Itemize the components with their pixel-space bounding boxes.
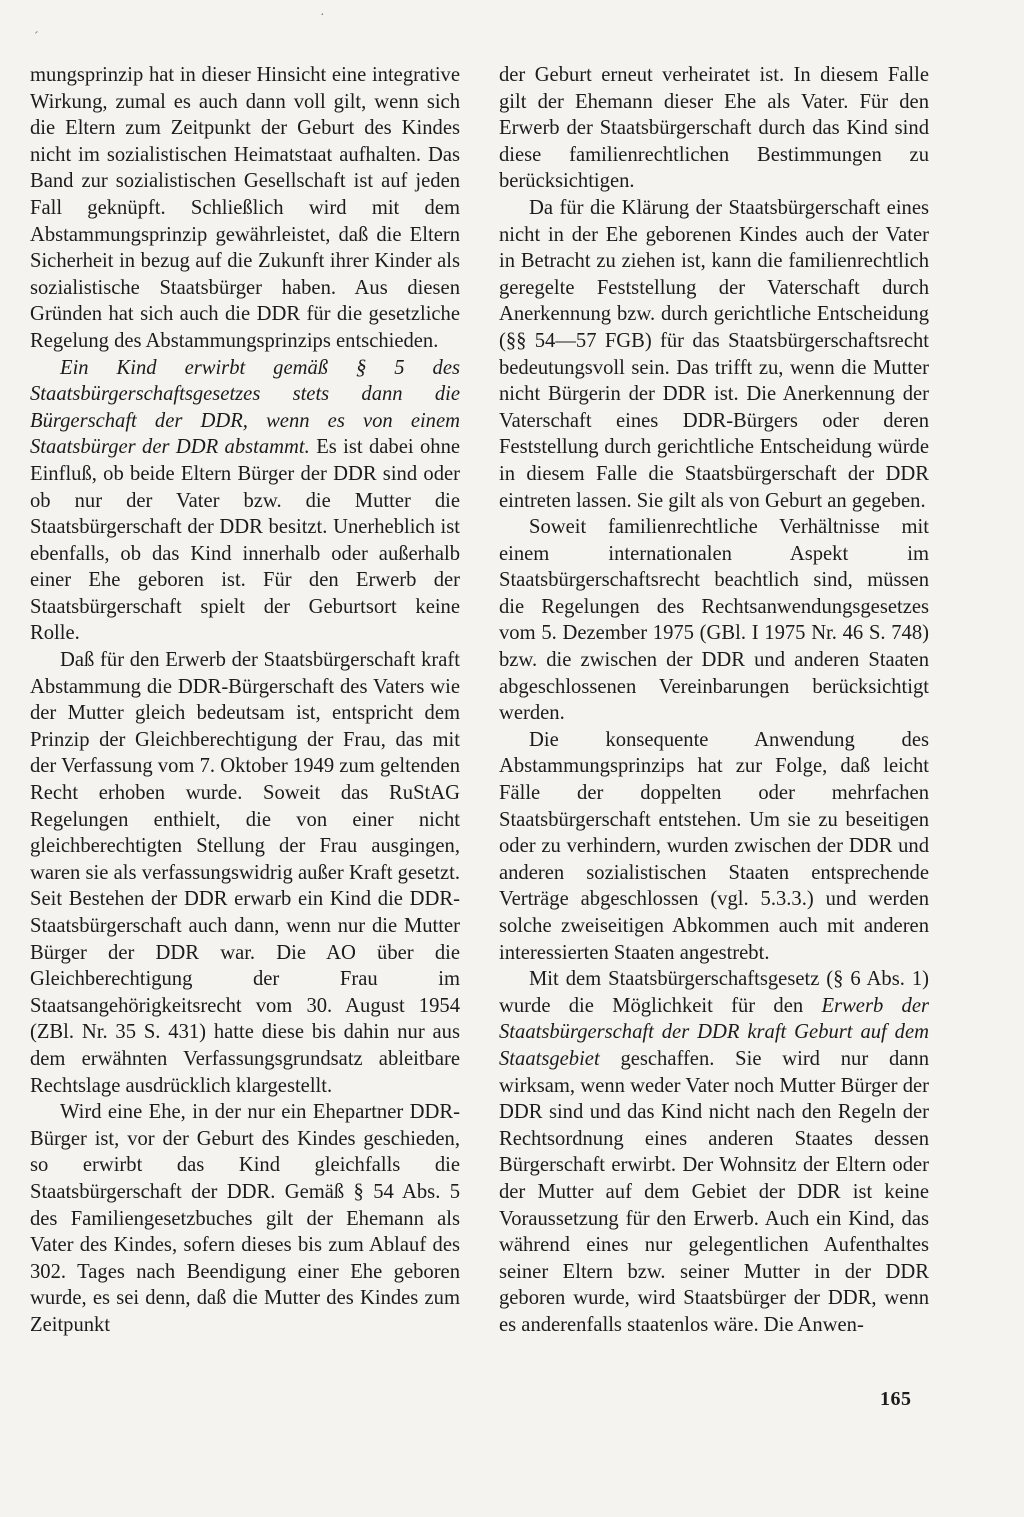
paragraph: Daß für den Erwerb der Staatsbürgerschaft kraft Abstammung die DDR-Bürgerschaft des Vaters wie der Mutter gleich bedeutsam ist, entspricht dem Prinzip der Gleichberechtigung der Frau, das mit der Verfassung vom 7. Oktober 1949 zum geltenden Recht erhoben wurde. Soweit das RuStAG Regelungen enthielt, die von einer nicht gleichberechtigten Stellung der Frau ausgingen, waren sie als verfassungswidrig außer Kraft gesetzt. Seit Bestehen der DDR erwarb ein Kind die DDR-Staatsbürgerschaft auch dann, wenn nur die Mutter Bürger der DDR war. Die AO über die Gleichberechtigung der Frau im Staatsangehörigkeitsrecht vom 30. August 1954 (ZBl. Nr. 35 S. 431) hatte diese bis dahin nur aus dem erwähnten Verfassungsgrundsatz ableitbare Rechtslage ausdrücklich klargestellt. xyxy=(30,649,460,1097)
paragraph xyxy=(30,355,460,648)
paragraph: Soweit familienrechtliche Verhältnisse mit einem internationalen Aspekt im Staatsbürgerschaftsrecht beachtlich sind, müssen die Regelungen des Rechtsanwendungsgesetzes vom 5. Dezember 1975 (GBl. I 1975 Nr. 46 S. 748) bzw. die zwischen der DDR und anderen Staaten abgeschlossenen Vereinbarungen berücksichtigt werden. xyxy=(499,516,929,725)
italic-emphasis: Ein Kind erwirbt gemäß § 5 des Staatsbürgerschaftsgesetzes stets dann die Bürgerschaft der DDR, wenn es von einem Staatsbürger der DDR abstammt. xyxy=(30,356,460,459)
paragraph-text: Mit dem Staatsbürgerschaftsgesetz (§ 6 Abs. 1) wurde die Möglichkeit für den xyxy=(499,968,929,1017)
paragraph: Wird eine Ehe, in der nur ein Ehepartner DDR-Bürger ist, vor der Geburt des Kindes geschieden, so erwirbt das Kind gleichfalls die Staatsbürgerschaft der DDR. Gemäß § 54 Abs. 5 des Familiengesetzbuches gilt der Ehemann als Vater des Kindes, sofern dieses bis zum Ablauf des 302. Tages nach Beendigung einer Ehe geboren wurde, es sei denn, daß die Mutter des Kindes zum Zeitpunkt xyxy=(30,1101,460,1336)
paragraph: Die konsequente Anwendung des Abstammungsprinzips hat zur Folge, daß leicht Fälle der doppelten oder mehrfachen Staatsbürgerschaft entstehen. Um sie zu beseitigen oder zu verhindern, wurden zwischen der DDR und anderen sozialistischen Staaten entsprechende Verträge abgeschlossen (vgl. 5.3.3.) und werden solche zweiseitigen Abkommen auch mit anderen interessierten Staaten angestrebt. xyxy=(499,728,929,964)
paragraph: mungsprinzip hat in dieser Hinsicht eine integrative Wirkung, zumal es auch dann voll gilt, wenn sich die Eltern zum Zeitpunkt der Geburt des Kindes nicht im sozialistischen Heimatstaat aufhalten. Das Band zur sozialistischen Gesellschaft ist auf jeden Fall geknüpft. Schließlich wird mit dem Abstammungsprinzip gewährleistet, daß die Eltern Sicherheit in bezug auf die Zukunft ihrer Kinder als sozialistische Staatsbürger haben. Aus diesen Gründen hat sich auch die DDR für die gesetzliche Regelung des Abstammungsprinzips entschieden. xyxy=(30,64,460,352)
scan-speck: ´ xyxy=(34,30,39,45)
paragraph xyxy=(499,966,929,1338)
left-column xyxy=(30,62,460,1339)
paragraph-text: geschaffen. Sie wird nur dann wirksam, wenn weder Vater noch Mutter Bürger der DDR sind und das Kind nicht nach den Regeln der Rechtsordnung eines anderen Staates dessen Bürgerschaft erwirbt. Der Wohnsitz der Eltern oder der Mutter auf dem Gebiet der DDR ist keine Voraussetzung für den Erwerb. Auch ein Kind, das während eines nur gelegentlichen Aufenthaltes seiner Eltern bzw. seiner Mutter in der DDR geboren wurde, wird Staatsbürger der DDR, wenn es anderenfalls staatenlos wäre. Die Anwen- xyxy=(499,1047,929,1336)
paragraph: der Geburt erneut verheiratet ist. In diesem Falle gilt der Ehemann dieser Ehe als Vater. Für den Erwerb der Staatsbürgerschaft durch das Kind sind diese familienrechtlichen Bestimmungen zu berücksichtigen. xyxy=(499,64,929,193)
paragraph-text: Es ist dabei ohne Einfluß, ob beide Eltern Bürger der DDR sind oder ob nur der Vater bzw. die Mutter die Staatsbürgerschaft der DDR besitzt. Unerheblich ist ebenfalls, ob das Kind innerhalb oder außerhalb einer Ehe geboren ist. Für den Erwerb der Staatsbürgerschaft spielt der Geburtsort keine Rolle. xyxy=(30,436,461,645)
paragraph: Da für die Klärung der Staatsbürgerschaft eines nicht in der Ehe geborenen Kindes auch der Vater in Betracht zu ziehen ist, kann die familienrechtlich geregelte Feststellung der Vaterschaft durch Anerkennung bzw. durch gerichtliche Entscheidung (§§ 54—57 FGB) für das Staatsbürgerschaftsrecht bedeutungsvoll sein. Das trifft zu, wenn die Mutter nicht Bürgerin der DDR ist. Die Anerkennung der Vaterschaft eines DDR-Bürgers oder deren Feststellung durch gerichtliche Entscheidung würde in diesem Falle die Staatsbürgerschaft der DDR eintreten lassen. Sie gilt als von Geburt an gegeben. xyxy=(499,196,929,512)
italic-emphasis: Erwerb der Staatsbürgerschaft der DDR kraft Geburt auf dem Staatsgebiet xyxy=(499,994,929,1070)
right-column xyxy=(499,62,929,1339)
scan-speck: · xyxy=(320,8,325,23)
page-number: 165 xyxy=(880,1388,912,1410)
